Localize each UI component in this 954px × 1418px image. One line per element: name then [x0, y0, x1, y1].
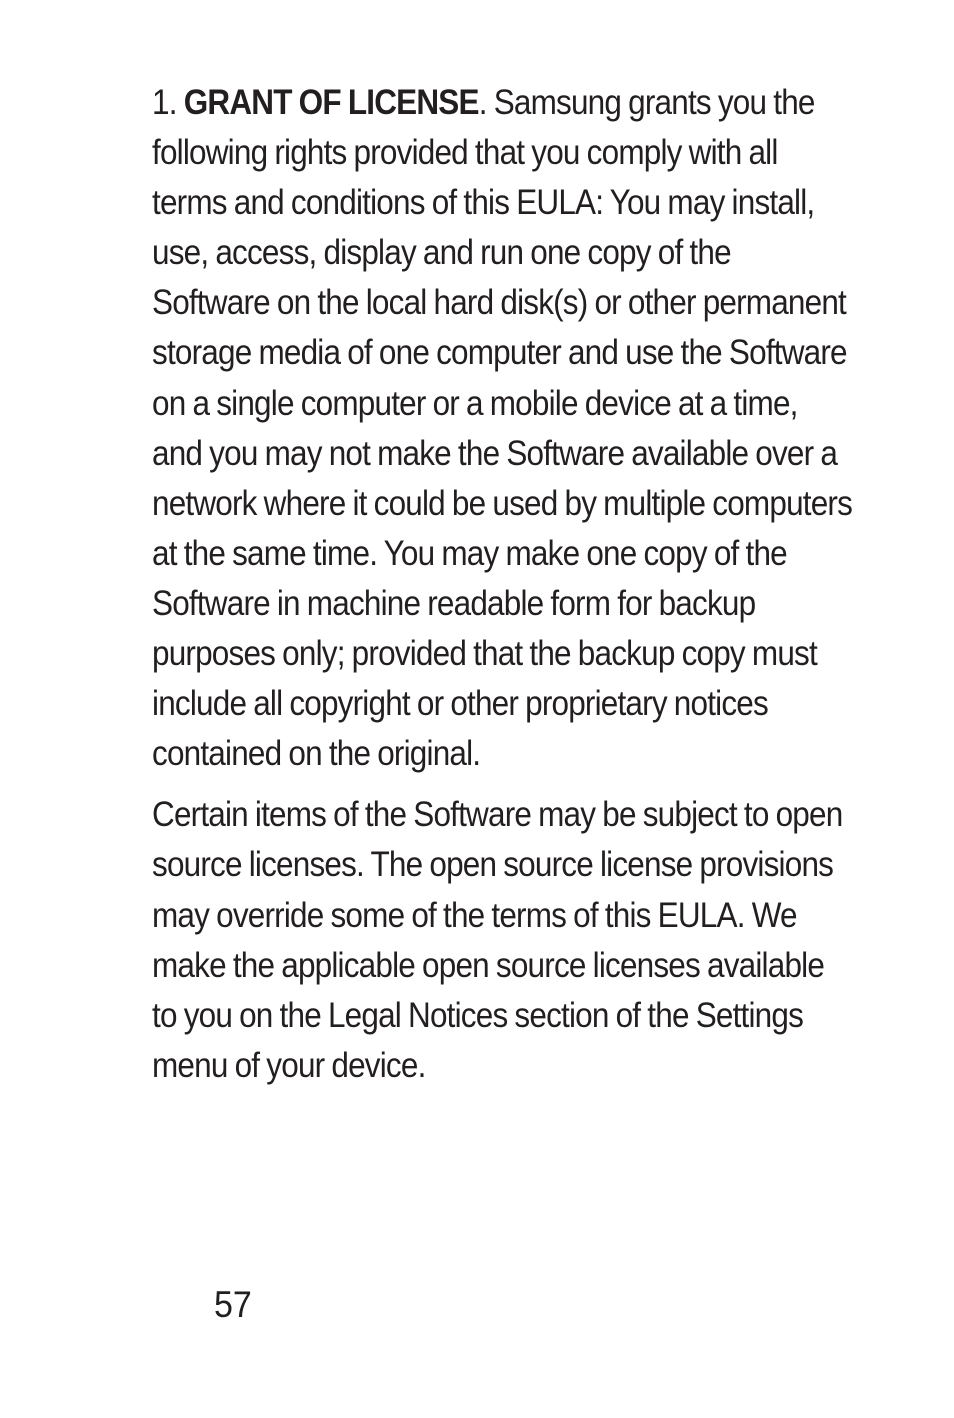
section-number: 1. — [152, 83, 177, 122]
document-body — [152, 78, 852, 1091]
section-heading-suffix: . — [478, 83, 487, 122]
page-number: 57 — [214, 1284, 252, 1325]
section-heading: GRANT OF LICENSE — [183, 83, 479, 122]
section-body: Samsung grants you the following rights provided that you comply with all terms and conditions of this EULA: You may install, use, access, display and run one copy of the Software on the local hard disk(s) or other permanent storage media of one computer and use the Software on a single computer or a mobile device at a time, and you may not make the Software available over a network where it could be used by multiple computers at the same time. You may make one copy of the Software in machine readable form for backup purposes only; provided that the backup copy must include all copyright or other proprietary notices contained on the original. — [152, 83, 853, 774]
grant-of-license-paragraph — [152, 78, 852, 779]
open-source-paragraph: Certain items of the Software may be subject to open source licenses. The open source license provisions may override some of the terms of this EULA. We make the applicable open source licenses available to you on the Legal Notices section of the Settings menu of your device. — [152, 795, 843, 1085]
